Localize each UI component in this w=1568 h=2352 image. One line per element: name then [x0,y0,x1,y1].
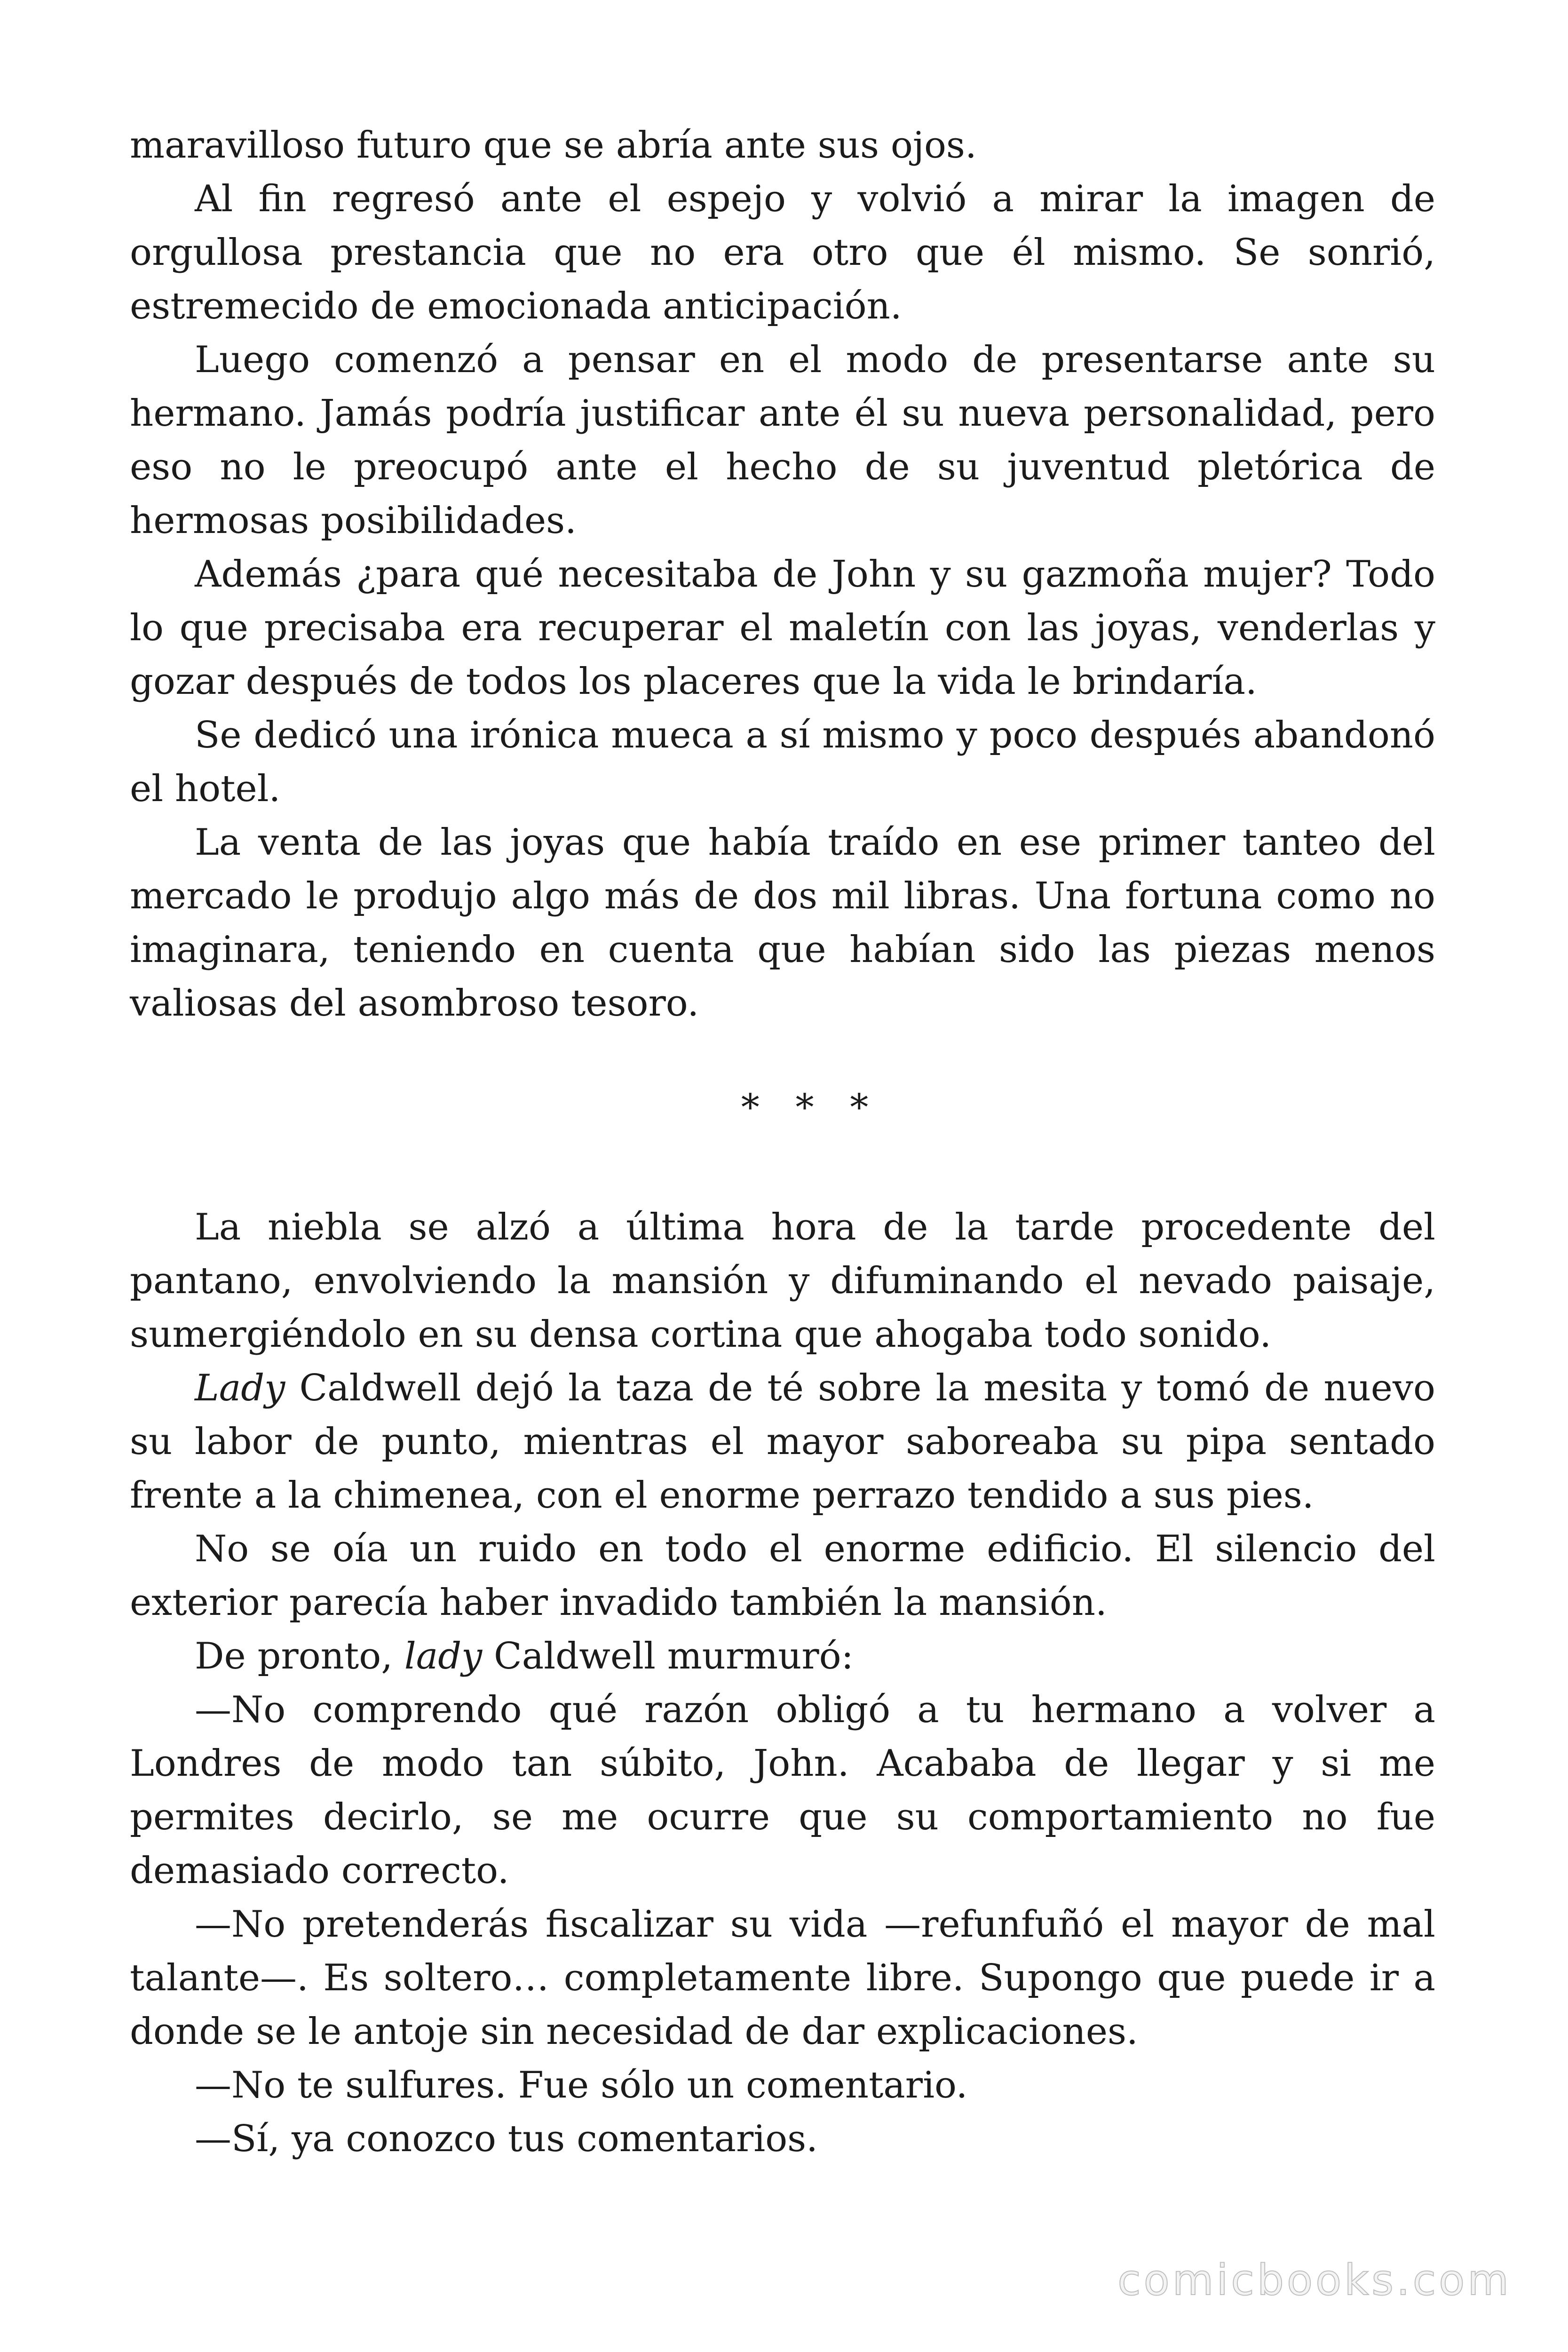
dialogue-line: —No te sulfures. Fue sólo un comentario. [195,2064,968,2106]
paragraph: No se oía un ruido en todo el enorme edificio. El silencio del exterior parecía haber invadido también la mansión. [130,1528,1435,1624]
paragraph: Se dedicó una irónica mueca a sí mismo y poco después abandonó el hotel. [130,714,1435,810]
paragraph: Además ¿para qué necesitaba de John y su gazmoña mujer? Todo lo que precisaba era recuperar el maletín con las joyas, venderlas y gozar después de todos los placeres que la vida le brindaría. [130,553,1435,703]
paragraph-text: Caldwell murmuró: [482,1635,854,1677]
dialogue-line: —Sí, ya conozco tus comentarios. [195,2118,818,2160]
paragraph: La niebla se alzó a última hora de la tarde procedente del pantano, envolviendo la mansión y difuminando el nevado paisaje, sumergiéndolo en su densa cortina que ahogaba todo sonido. [130,1206,1435,1356]
paragraph [130,1361,1435,1522]
paragraph-text: Caldwell dejó la taza de té sobre la mesita y tomó de nuevo su labor de punto, mientras el mayor saboreaba su pipa sentado frente a la chimenea, con el enorme perrazo tendido a sus pies. [130,1367,1435,1517]
paragraph [130,1629,1435,1683]
paragraph: La venta de las joyas que había traído en ese primer tanteo del mercado le produjo algo más de dos mil libras. Una fortuna como no imaginara, teniendo en cuenta que habían sido las piezas menos valiosas del asombroso tesoro. [130,821,1435,1025]
paragraph-text: De pronto, [195,1635,404,1677]
scene-break-asterisks: * * * [741,1087,881,1129]
dialogue-line: —No pretenderás fiscalizar su vida —refunfuñó el mayor de mal talante—. Es soltero… completamente libre. Supongo que puede ir a donde se le antoje sin necesidad de dar explicaciones. [130,1903,1435,2053]
paragraph: Al fin regresó ante el espejo y volvió a mirar la imagen de orgullosa prestancia que no era otro que él mismo. Se sonrió, estremecido de emocionada anticipación. [130,178,1435,327]
italic-word: lady [404,1635,483,1677]
watermark-logo: comicbooks.com [1117,2256,1512,2305]
paragraph: Luego comenzó a pensar en el modo de presentarse ante su hermano. Jamás podría justificar ante él su nueva personalidad, pero eso no le preocupó ante el hecho de su juventud pletórica de hermosas posibilidades. [130,339,1435,542]
book-page-text [130,119,1435,2166]
paragraph: maravilloso futuro que se abría ante sus ojos. [130,124,977,167]
italic-word: Lady [195,1367,285,1409]
dialogue-line: —No comprendo qué razón obligó a tu hermano a volver a Londres de modo tan súbito, John. Acababa de llegar y si me permites decirlo, se me ocurre que su comportamiento no fue demasiado correcto. [130,1689,1435,1892]
